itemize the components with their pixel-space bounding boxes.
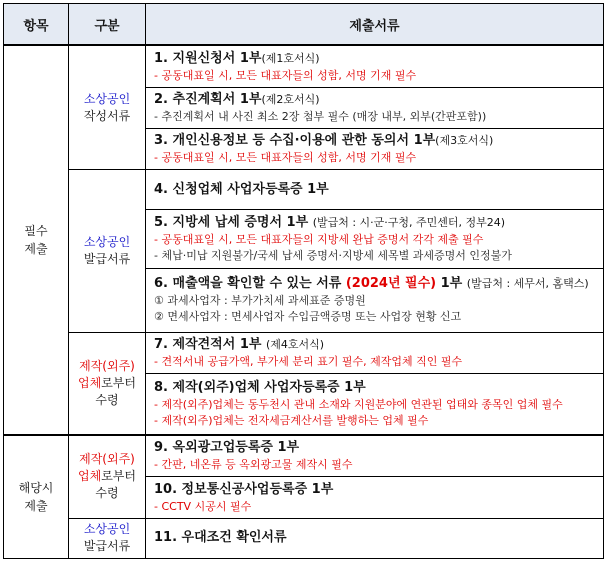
submission-documents-table — [3, 3, 604, 559]
doc-9: 9. 옥외광고업등록증 1부 - 간판, 네온류 등 옥외광고물 제작시 필수 — [146, 435, 604, 477]
header-item: 항목 — [4, 4, 69, 46]
header-documents: 제출서류 — [146, 4, 604, 46]
doc-2: 2. 추진계획서 1부(제2호서식) - 추진계획서 내 사진 최소 2장 첨부 필수 (매장 내부, 외부(간판포함)) — [146, 87, 604, 128]
row-doc-11 — [4, 518, 604, 558]
doc-5: 5. 지방세 납세 증명서 1부 (발급처 : 시·군·구청, 주민센터, 정부24) - 공동대표일 시, 모든 대표자들의 지방세 완납 증명서 각각 제출 필수 - 체납·미납 지원불가/국세 납세 증명서·지방세 세목별 과세증명서 인정불가 — [146, 209, 604, 268]
doc-6: 6. 매출액을 확인할 수 있는 서류 (2024년 필수) 1부 (발급처 : 세무서, 홈택스) ① 과세사업자 : 부가가치세 과세표준 증명원 ② 면세사업자 : 면세사업자 수입금액증명 또는 사업장 현황 신고 — [146, 269, 604, 333]
row-doc-4 — [4, 170, 604, 209]
header-category: 구분 — [69, 4, 146, 46]
subgroup-owner-written: 소상공인 작성서류 — [69, 45, 146, 170]
doc-3: 3. 개인신용정보 등 수집·이용에 관한 동의서 1부(제3호서식) - 공동대표일 시, 모든 대표자들의 성함, 서명 기재 필수 — [146, 129, 604, 170]
subgroup-manufacturer-2: 제작(외주) 업체로부터 수령 — [69, 435, 146, 518]
doc-11: 11. 우대조건 확인서류 — [146, 518, 604, 558]
row-doc-7 — [4, 332, 604, 373]
header-row — [4, 4, 604, 46]
row-doc-1 — [4, 45, 604, 87]
doc-7: 7. 제작견적서 1부 (제4호서식) - 견적서내 공급가액, 부가세 분리 표기 필수, 제작업체 직인 필수 — [146, 332, 604, 373]
doc-8: 8. 제작(외주)업체 사업자등록증 1부 - 제작(외주)업체는 동두천시 관내 소재와 지원분야에 연관된 업태와 종목인 업체 필수 - 제작(외주)업체는 전자세금계산서를 발행하는 업체 필수 — [146, 373, 604, 434]
group-required-label: 필수 — [24, 224, 48, 239]
doc-10: 10. 정보통신공사업등록증 1부 - CCTV 시공시 필수 — [146, 477, 604, 518]
group-conditional: 해당시 제출 — [4, 435, 69, 559]
row-doc-9 — [4, 435, 604, 477]
doc-1: 1. 지원신청서 1부(제1호서식) - 공동대표일 시, 모든 대표자들의 성함, 서명 기재 필수 — [146, 45, 604, 87]
doc-4: 4. 신청업체 사업자등록증 1부 — [146, 170, 604, 209]
subgroup-owner-issued: 소상공인 발급서류 — [69, 170, 146, 332]
subgroup-owner-issued-2: 소상공인 발급서류 — [69, 518, 146, 558]
group-required: 필수 제출 — [4, 45, 69, 435]
subgroup-manufacturer: 제작(외주) 업체로부터 수령 — [69, 332, 146, 435]
